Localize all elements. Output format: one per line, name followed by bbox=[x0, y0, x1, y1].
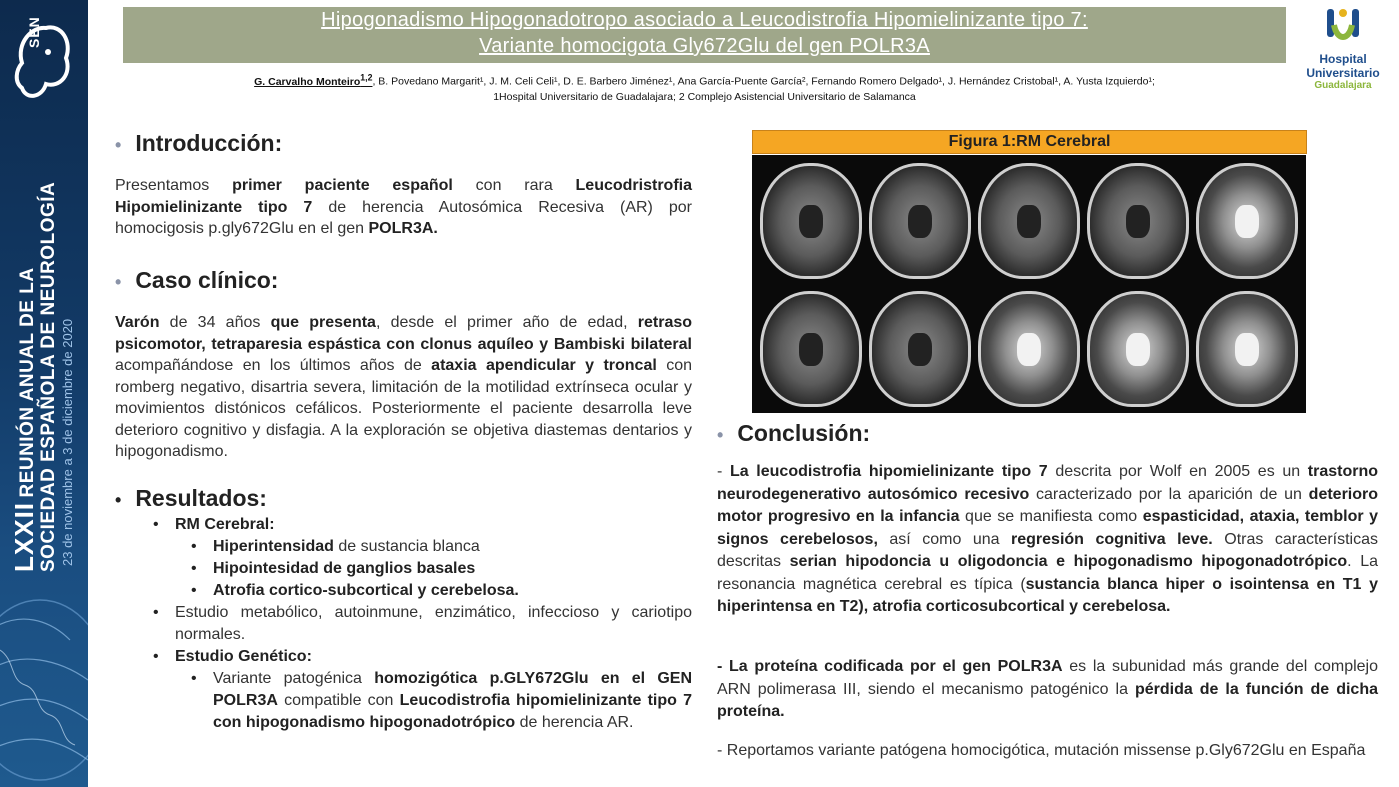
conclusion-heading: • Conclusión: bbox=[717, 420, 871, 446]
mri-scan bbox=[978, 163, 1080, 279]
mri-scan bbox=[760, 291, 862, 407]
conclusion-paragraph-2: - La proteína codificada por el gen POLR3A es la subunidad más grande del complejo ARN polimerasa III, siendo el mecanismo patogénico la pérdida de la función de dicha proteína. bbox=[717, 658, 1379, 720]
list-item: • Variante patogénica homozigótica p.GLY672Glu en el GEN POLR3A compatible con Leucodistrofia hipomielinizante tipo 7 con hipogonadismo hipogonadotrópico de herencia AR. bbox=[213, 668, 692, 734]
mri-scan bbox=[1087, 291, 1189, 407]
first-author: G. Carvalho Monteiro$^{1,2}$ bbox=[254, 72, 373, 88]
intro-paragraph: Presentamos primer paciente español con rara Leucodristrofia Hipomielinizante tipo 7 de herencia Autosómica Recesiva (AR) por homocigosis p.gly672Glu en el gen POLR3A. bbox=[115, 177, 693, 237]
mri-scan bbox=[978, 291, 1080, 407]
list-item: • Atrofia cortico-subcortical y cerebelosa. bbox=[213, 580, 692, 602]
sidebar-banner bbox=[0, 0, 88, 787]
hospital-emblem-icon bbox=[1321, 5, 1365, 45]
mri-scan bbox=[1196, 163, 1298, 279]
list-item: • Estudio metabólico, autoinmune, enzimático, infeccioso y cariotipo normales. bbox=[175, 602, 692, 646]
hospital-name: Hospital Universitario bbox=[1306, 52, 1380, 80]
authors-block bbox=[123, 70, 1286, 105]
hospital-city: Guadalajara bbox=[1314, 80, 1372, 91]
co-authors: , B. Povedano Margarit¹, J. M. Celi Celi¹, D. E. Barbero Jiménez¹, Ana García-Puente García², Fernando Romero Delgado¹, J. Hernández Cristobal¹, A. Yusta Izquierdo¹; bbox=[372, 75, 1155, 88]
affiliations: 1Hospital Universitario de Guadalajara; 2 Complejo Asistencial Universitario de Salamanca bbox=[493, 90, 916, 103]
hospital-logo bbox=[1294, 5, 1392, 91]
case-heading: • Caso clínico: bbox=[115, 267, 279, 293]
brain-illustration-icon bbox=[0, 590, 88, 787]
poster-title-box bbox=[123, 7, 1286, 63]
authors-line bbox=[123, 70, 1286, 90]
list-item: • Hiperintensidad de sustancia blanca bbox=[213, 536, 692, 558]
list-item: • RM Cerebral: • Hiperintensidad de sustancia blanca • Hipointesidad de ganglios basales • Atrofia cortico-subcortical y cerebelosa. bbox=[175, 514, 692, 602]
mri-scan bbox=[1196, 291, 1298, 407]
sen-label: SEN bbox=[26, 16, 42, 48]
intro-heading: • Introducción: bbox=[115, 130, 283, 156]
mri-scan bbox=[760, 163, 862, 279]
mri-scan bbox=[869, 163, 971, 279]
poster-title-line2: Variante homocigota Gly672Glu del gen POLR3A bbox=[479, 35, 930, 57]
mri-figure bbox=[752, 155, 1306, 413]
figure-caption: Figura 1:RM Cerebral bbox=[752, 130, 1307, 154]
list-item: • Hipointesidad de ganglios basales bbox=[213, 558, 692, 580]
results-heading: • Resultados: bbox=[115, 485, 267, 511]
congress-line2: SOCIEDAD ESPAÑOLA DE NEUROLOGÍA bbox=[38, 181, 59, 572]
congress-line1: REUNIÓN ANUAL DE LA bbox=[17, 267, 38, 498]
poster-title-line1: Hipogonadismo Hipogonadotropo asociado a Leucodistrofia Hipomielinizante tipo 7: bbox=[321, 9, 1088, 31]
list-item: • Estudio Genético: • Variante patogénica homozigótica p.GLY672Glu en el GEN POLR3A compatible con Leucodistrofia hipomielinizante tipo 7 con hipogonadismo hipogonadotrópico de herencia AR. bbox=[175, 646, 692, 734]
case-paragraph: Varón de 34 años que presenta, desde el primer año de edad, retraso psicomotor, tetraparesia espástica con clonus aquíleo y Bambiski bilateral acompañándose en los últimos años de ataxia apendicular y troncal con romberg negativo, disartria severa, limitación de la motilidad extrínseca ocular y movimientos distónicos cefálicos. Posteriormente el paciente desarrolla leve deterioro cognitivo y disfagia. A la exploración se objetiva diastemas dentarios y hipogonadismo. bbox=[115, 314, 693, 460]
conclusion-paragraph-3: - Reportamos variante patógena homocigótica, mutación missense p.Gly672Glu en España bbox=[717, 742, 1366, 759]
congress-title bbox=[9, 181, 59, 572]
congress-dates: 23 de noviembre a 3 de diciembre de 2020 bbox=[60, 318, 75, 566]
sen-logo-icon bbox=[12, 18, 74, 108]
conclusion-paragraph-1: - La leucodistrofia hipomielinizante tipo 7 descrita por Wolf en 2005 es un trastorno neurodegenerativo autosómico recesivo caracterizado por la aparición de un deterioro motor progresivo en la infancia que se manifiesta como espasticidad, ataxia, temblor y signos cerebelosos, así como una regresión cognitiva leve. Otras características descritas serian hipodoncia u oligodoncia e hipogonadismo hipogonadotrópico. La resonancia magnética cerebral es típica (sustancia blanca hiper o isointensa en T1 y hiperintensa en T2), atrofia corticosubcortical y cerebelosa. bbox=[717, 463, 1379, 615]
mri-scan bbox=[1087, 163, 1189, 279]
congress-number: LXXII bbox=[9, 501, 39, 572]
mri-scan bbox=[869, 291, 971, 407]
results-list bbox=[175, 514, 692, 734]
